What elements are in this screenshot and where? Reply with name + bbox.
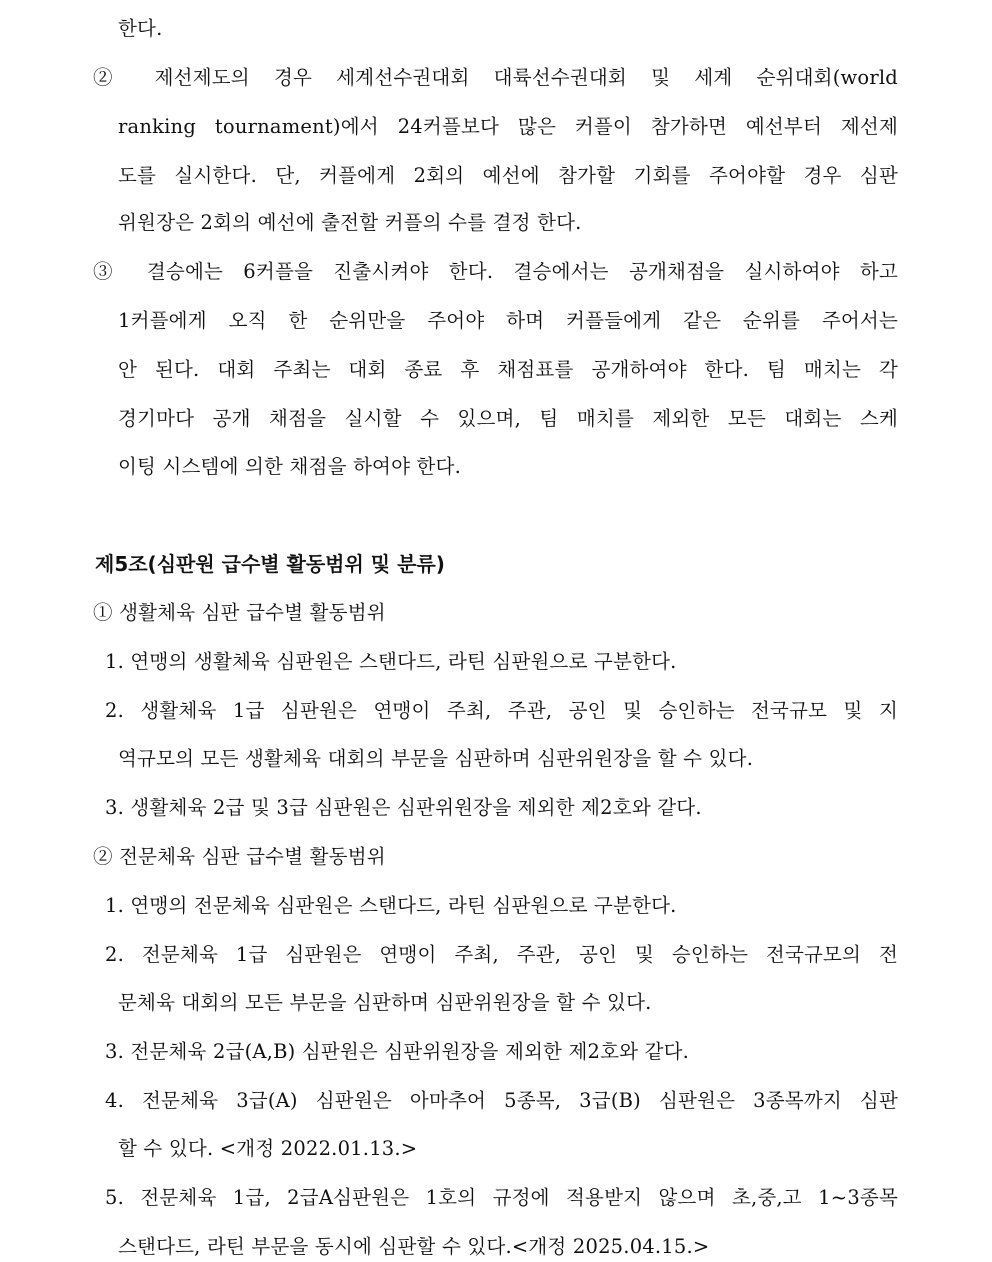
list-item: 1. 연맹의 전문체육 심판원은 스탠다드, 라틴 심판원으로 구분한다. bbox=[105, 894, 677, 917]
clause-3-line: 안 된다. 대회 주최는 대회 종료 후 채점표를 공개하여야 한다. 팀 매치는 각 bbox=[118, 358, 898, 381]
list-item-continued: 문체육 대회의 모든 부문을 심판하며 심판위원장을 할 수 있다. bbox=[118, 991, 652, 1014]
text-line: 한다. bbox=[118, 17, 163, 40]
list-item-continued: 스탠다드, 라틴 부문을 동시에 심판할 수 있다.<개정 2025.04.15.> bbox=[118, 1235, 710, 1258]
clause-2-line: 위원장은 2회의 예선에 출전할 커플의 수를 결정 한다. bbox=[118, 211, 582, 234]
list-item: 1. 연맹의 생활체육 심판원은 스탠다드, 라틴 심판원으로 구분한다. bbox=[105, 650, 677, 673]
clause-3-line: 1커플에게 오직 한 순위만을 주어야 하며 커플들에게 같은 순위를 주어서는 bbox=[118, 309, 898, 332]
clause-2-line: 도를 실시한다. 단, 커플에게 2회의 예선에 참가할 기회를 주어야할 경우 심판 bbox=[118, 164, 898, 187]
clause-3-line: 경기마다 공개 채점을 실시할 수 있으며, 팀 매치를 제외한 모든 대회는 스케 bbox=[118, 407, 898, 430]
clause-2-line: ranking tournament)에서 24커플보다 많은 커플이 참가하면 예선부터 제선제 bbox=[118, 115, 898, 138]
clause-3-line: ③ 결승에는 6커플을 진출시켜야 한다. 결승에서는 공개채점을 실시하여야 하고 bbox=[93, 260, 898, 283]
list-item-continued: 할 수 있다. <개정 2022.01.13.> bbox=[118, 1137, 418, 1160]
list-item-continued: 역규모의 모든 생활체육 대회의 부문을 심판하며 심판위원장을 할 수 있다. bbox=[118, 747, 754, 770]
clause-2-line: ② 제선제도의 경우 세계선수권대회 대륙선수권대회 및 세계 순위대회(world bbox=[93, 66, 898, 89]
clause-3-line: 이팅 시스템에 의한 채점을 하여야 한다. bbox=[118, 455, 461, 478]
list-item: 4. 전문체육 3급(A) 심판원은 아마추어 5종목, 3급(B) 심판원은 3종목까지 심판 bbox=[105, 1089, 898, 1112]
section-1-title: ① 생활체육 심판 급수별 활동범위 bbox=[93, 601, 386, 624]
section-2-title: ② 전문체육 심판 급수별 활동범위 bbox=[93, 845, 386, 868]
article-heading: 제5조(심판원 급수별 활동범위 및 분류) bbox=[95, 552, 445, 576]
list-item: 2. 생활체육 1급 심판원은 연맹이 주최, 주관, 공인 및 승인하는 전국규모 및 지 bbox=[105, 699, 898, 722]
list-item: 5. 전문체육 1급, 2급A심판원은 1호의 규정에 적용받지 않으며 초,중,고 1~3종목 bbox=[105, 1186, 898, 1209]
list-item: 3. 생활체육 2급 및 3급 심판원은 심판위원장을 제외한 제2호와 같다. bbox=[105, 796, 702, 819]
list-item: 2. 전문체육 1급 심판원은 연맹이 주최, 주관, 공인 및 승인하는 전국규모의 전 bbox=[105, 943, 898, 966]
list-item: 3. 전문체육 2급(A,B) 심판원은 심판위원장을 제외한 제2호와 같다. bbox=[105, 1040, 690, 1063]
